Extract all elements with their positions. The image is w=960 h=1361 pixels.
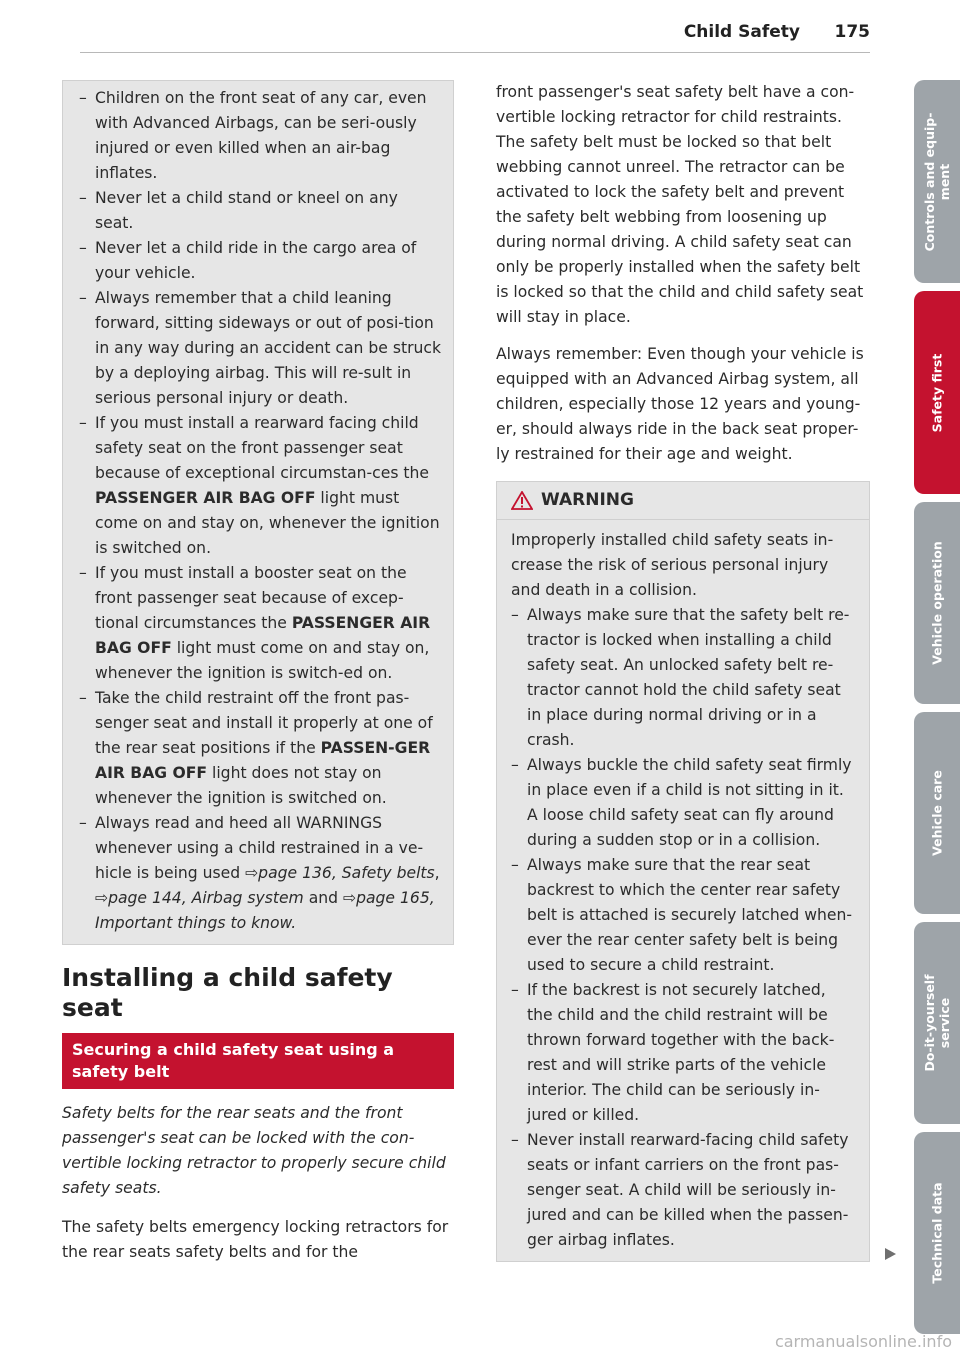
page-number: 175 — [834, 22, 870, 42]
warning-box — [496, 481, 870, 1262]
bullet-text: , — [434, 864, 440, 882]
intro-text: Safety belts for the rear seats and the front passenger's seat can be locked with the con-vertible locking retractor to properly secure child safety seats. — [62, 1104, 446, 1197]
bullet-text: light must come on and stay on, whenever the ignition is switch-ed on. — [95, 639, 430, 682]
bullet-text: Always read and heed all WARNINGS whenever using a child restrained in a ve-hicle is being used — [95, 814, 424, 882]
chapter-tab-label: Vehicle operation — [929, 541, 945, 665]
page-reference[interactable]: ⇨page 144, Airbag system — [95, 889, 304, 907]
chapter-tab[interactable] — [914, 1132, 960, 1334]
warning-header — [497, 482, 869, 520]
bullet-text: Always remember that a child leaning forward, sitting sideways or out of posi-tion in any way during an accident can be struck by a deploying airbag. This will re-sult in serious personal injury or death. — [95, 289, 441, 407]
bullet-text: Children on the front seat of any car, even with Advanced Airbags, can be seri-ously injured or even killed when an air-bag inflates. — [95, 89, 427, 182]
left-column — [62, 80, 454, 1265]
warning-bullet-item — [79, 86, 441, 186]
page-header — [80, 22, 870, 53]
warning-bullet-item — [79, 236, 441, 286]
chapter-tab[interactable] — [914, 502, 960, 704]
warning-bullet-list — [511, 603, 855, 1253]
warning-bullet-item — [79, 561, 441, 686]
chapter-tab[interactable] — [914, 291, 960, 494]
warning-bullet-item — [79, 286, 441, 411]
warning-continuation-box — [62, 80, 454, 945]
warning-bullet-item: – Always make sure that the rear seat backrest to which the center rear safety belt is attached is securely latched when-ever the rear center safety belt is being used to secure a child restraint. — [511, 853, 855, 978]
header-section-title: Child Safety — [683, 22, 800, 42]
bold-term: PASSEN-GER AIR BAG OFF — [95, 739, 431, 782]
page-reference[interactable]: ⇨page 136, Safety belts — [245, 864, 435, 882]
bold-term: PASSENGER AIR BAG OFF — [95, 614, 431, 657]
bullet-text: light must come on and stay on, whenever the ignition is switched on. — [95, 489, 440, 557]
body-paragraph: Always remember: Even though your vehicle is equipped with an Advanced Airbag system, all children, especially those 12 years and young-er, should always ride in the back seat proper-ly restrained for their age and weight. — [496, 345, 864, 463]
chapter-tab-label: Do-it-yourself service — [922, 974, 952, 1072]
warning-bullet-item: – Always buckle the child safety seat firmly in place even if a child is not sitting in it. A loose child safety seat can fly around during a sudden stop or in a collision. — [511, 753, 855, 853]
bullet-text: If you must install a booster seat on the front passenger seat because of excep-tional circumstances the — [95, 564, 407, 632]
bullet-text: If you must install a rearward facing child safety seat on the front passenger seat because of exceptional circumstan-ces the — [95, 414, 429, 482]
bullet-text: and — [303, 889, 344, 907]
warning-triangle-icon — [511, 491, 533, 510]
bold-term: PASSENGER AIR BAG OFF — [95, 489, 316, 507]
warning-bullet-item: – Never install rearward-facing child safety seats or infant carriers on the front pas-senger seat. A child will be seriously in-jured and can be killed when the passen-ger airbag inflates. — [511, 1128, 855, 1253]
warning-bullet-item — [79, 186, 441, 236]
warning-bullet-item: – If the backrest is not securely latched, the child and the child restraint will be thrown forward together with the back-rest and will strike parts of the vehicle interior. The child can be seriously in-jured or killed. — [511, 978, 855, 1128]
warning-title: WARNING — [541, 490, 634, 510]
right-column — [496, 80, 870, 1262]
chapter-tab[interactable] — [914, 922, 960, 1124]
warning-bullet-item — [79, 411, 441, 561]
section-title: Installing a child safety seat — [62, 963, 393, 1022]
body-paragraph: The safety belts emergency locking retractors for the rear seats safety belts and for the — [62, 1218, 449, 1261]
warning-bullet-item: – Always make sure that the safety belt re-tractor is locked when installing a child safety seat. An unlocked safety belt re-tractor cannot hold the child safety seat in place during normal driving or in a crash. — [511, 603, 855, 753]
warning-bullet-list — [79, 86, 441, 936]
bullet-text: light does not stay on whenever the ignition is switched on. — [95, 764, 387, 807]
chapter-tab[interactable] — [914, 712, 960, 914]
bullet-text: Never let a child stand or kneel on any seat. — [95, 189, 398, 232]
chapter-tab-label: Technical data — [929, 1182, 945, 1284]
warning-intro: Improperly installed child safety seats in-crease the risk of serious personal injury and death in a collision. — [511, 531, 834, 599]
chapter-tab-label: Controls and equip- ment — [922, 112, 952, 251]
chapter-tab-label: Safety first — [929, 353, 945, 432]
page-reference[interactable]: ⇨page 165, Important things to know. — [95, 889, 435, 932]
chapter-tab[interactable] — [914, 80, 960, 283]
subheading: Securing a child safety seat using a safety belt — [62, 1033, 454, 1089]
continue-arrow-icon — [883, 1247, 897, 1261]
bullet-text: Never let a child ride in the cargo area of your vehicle. — [95, 239, 417, 282]
warning-bullet-item — [79, 811, 441, 936]
bullet-text: Take the child restraint off the front pas-senger seat and install it properly at one of the rear seat positions if the — [95, 689, 433, 757]
watermark: carmanualsonline.info — [774, 1332, 952, 1351]
body-paragraph: front passenger's seat safety belt have a con-vertible locking retractor for child restraints. The safety belt must be locked so that belt webbing cannot unreel. The retractor can be activated to lock the safety belt and prevent the safety belt webbing from loosening up during normal driving. A child safety seat can only be properly installed when the safety belt is locked so that the child and child safety seat will stay in place. — [496, 83, 864, 326]
warning-bullet-item — [79, 686, 441, 811]
chapter-tab-label: Vehicle care — [929, 770, 945, 856]
